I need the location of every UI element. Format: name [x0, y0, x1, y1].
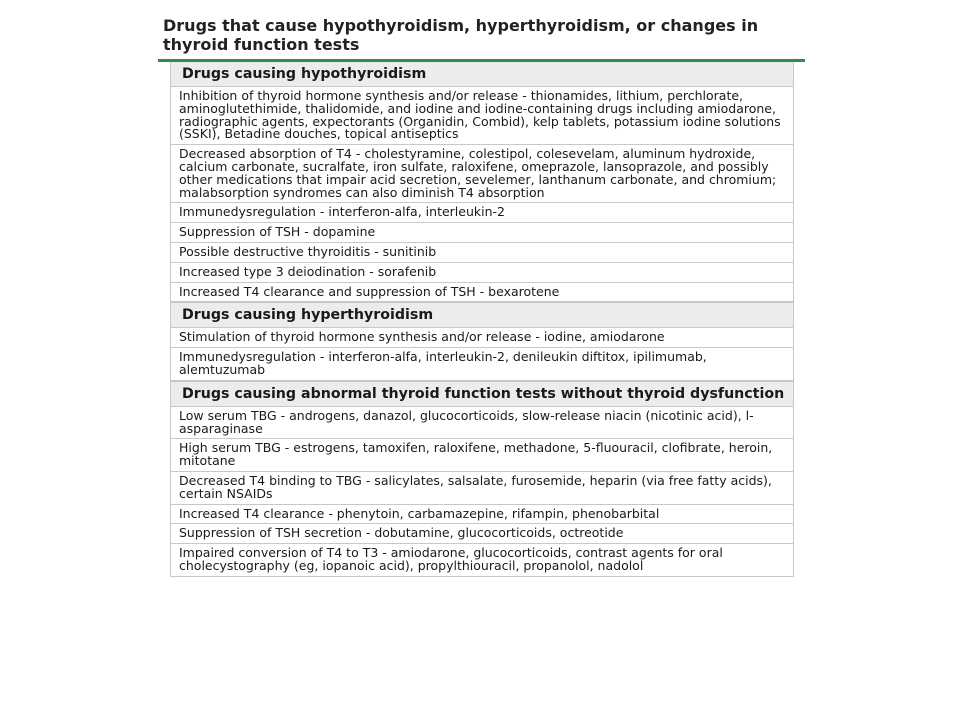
section-heading-hyperthyroidism: Drugs causing hyperthyroidism [171, 302, 793, 328]
table-row: Immunedysregulation - interferon-alfa, interleukin-2 [171, 203, 793, 223]
table-row: Increased type 3 deiodination - sorafenib [171, 263, 793, 283]
table-body [170, 62, 794, 577]
section-heading-abnormal-tests: Drugs causing abnormal thyroid function tests without thyroid dysfunction [171, 381, 793, 407]
table-row: Stimulation of thyroid hormone synthesis and/or release - iodine, amiodarone [171, 328, 793, 348]
table-row: Increased T4 clearance - phenytoin, carbamazepine, rifampin, phenobarbital [171, 505, 793, 525]
table-row: Increased T4 clearance and suppression of TSH - bexarotene [171, 283, 793, 303]
drug-table [158, 62, 805, 720]
table-row: Impaired conversion of T4 to T3 - amiodarone, glucocorticoids, contrast agents for oral cholecystography (eg, iopanoic acid), propylthiouracil, propanolol, nadolol [171, 544, 793, 577]
table-row: Decreased T4 binding to TBG - salicylates, salsalate, furosemide, heparin (via free fatty acids), certain NSAIDs [171, 472, 793, 505]
table-row: Immunedysregulation - interferon-alfa, interleukin-2, denileukin diftitox, ipilimumab, alemtuzumab [171, 348, 793, 381]
table-row: Possible destructive thyroiditis - sunitinib [171, 243, 793, 263]
table-row: Suppression of TSH - dopamine [171, 223, 793, 243]
table-row: Suppression of TSH secretion - dobutamine, glucocorticoids, octreotide [171, 524, 793, 544]
table-row: High serum TBG - estrogens, tamoxifen, raloxifene, methadone, 5-fluouracil, clofibrate, heroin, mitotane [171, 439, 793, 472]
section-heading-hypothyroidism: Drugs causing hypothyroidism [171, 62, 793, 87]
document-title: Drugs that cause hypothyroidism, hyperthyroidism, or changes in thyroid function tests [163, 16, 759, 54]
table-row: Low serum TBG - androgens, danazol, glucocorticoids, slow-release niacin (nicotinic acid), l-asparaginase [171, 407, 793, 440]
table-row: Inhibition of thyroid hormone synthesis and/or release - thionamides, lithium, perchlorate, aminoglutethimide, thalidomide, and iodine and iodine-containing drugs including amiodarone, radiographic agents, expectorants (Organidin, Combid), kelp tablets, potassium iodine solutions (SSKI), Betadine douches, topical antiseptics [171, 87, 793, 145]
table-row: Decreased absorption of T4 - cholestyramine, colestipol, colesevelam, aluminum hydroxide, calcium carbonate, sucralfate, iron sulfate, raloxifene, omeprazole, lansoprazole, and possibly other medications that impair acid secretion, sevelemer, lanthanum carbonate, and chromium; malabsorption syndromes can also diminish T4 absorption [171, 145, 793, 203]
